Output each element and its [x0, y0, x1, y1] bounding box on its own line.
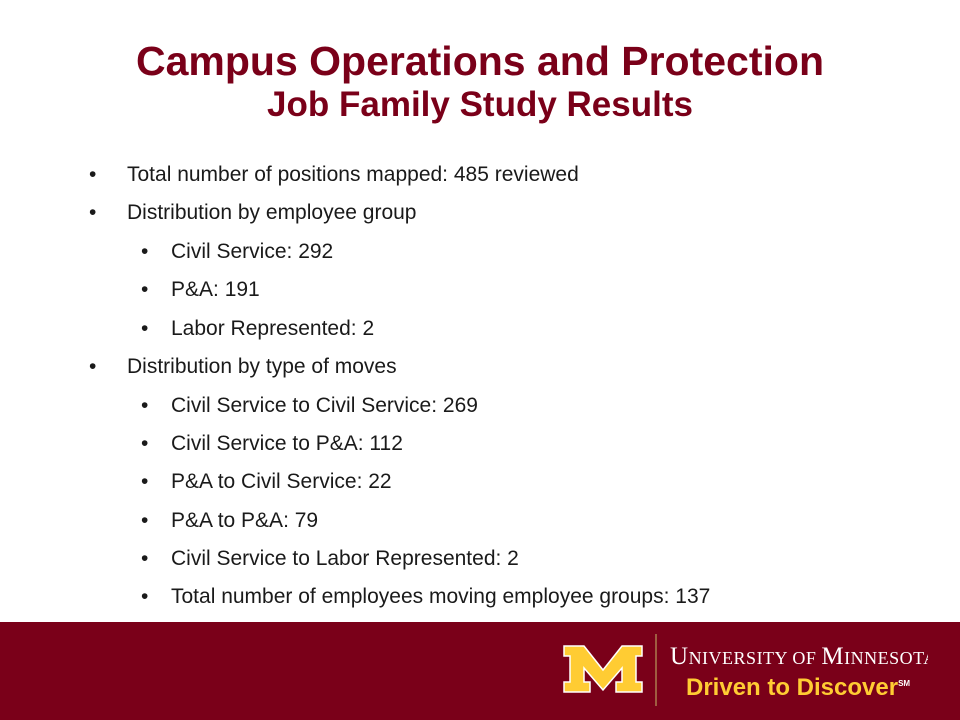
- sub-bullet-item: [141, 509, 319, 532]
- bullet-text: Civil Service to P&A: 112: [171, 432, 403, 455]
- bullet-dot-icon: •: [141, 509, 149, 532]
- bullet-text: Labor Represented: 2: [171, 317, 375, 340]
- bullet-item: [89, 201, 417, 224]
- bullet-dot-icon: •: [141, 432, 149, 455]
- bullet-dot-icon: •: [141, 240, 149, 263]
- bullet-text: P&A: 191: [171, 278, 260, 301]
- bullet-text: P&A to P&A: 79: [171, 509, 319, 532]
- bullet-dot-icon: •: [141, 394, 149, 417]
- sub-bullet-item: [141, 585, 711, 608]
- bullet-dot-icon: •: [141, 470, 149, 493]
- bullet-item: [89, 355, 397, 378]
- title-subtitle: Job Family Study Results: [267, 85, 693, 125]
- bullet-text: Civil Service: 292: [171, 240, 334, 263]
- sub-bullet-item: [141, 317, 375, 340]
- bullet-text: Total number of employees moving employee groups: 137: [171, 585, 711, 608]
- university-m-logo-icon: [562, 644, 644, 694]
- sub-bullet-item: [141, 547, 519, 570]
- sub-bullet-item: [141, 240, 334, 263]
- sub-bullet-item: [141, 470, 392, 493]
- sub-bullet-item: [141, 394, 478, 417]
- bullet-text: Civil Service to Civil Service: 269: [171, 394, 478, 417]
- bullet-dot-icon: •: [141, 547, 149, 570]
- bullet-text: Distribution by type of moves: [127, 355, 397, 378]
- bullet-dot-icon: •: [141, 278, 149, 301]
- logo-divider: [655, 634, 657, 706]
- footer-banner: [0, 622, 960, 720]
- sub-bullet-item: [141, 432, 403, 455]
- bullet-text: Total number of positions mapped: 485 reviewed: [127, 163, 579, 186]
- bullet-dot-icon: •: [141, 585, 149, 608]
- tagline-text: Driven to Discover: [686, 674, 899, 701]
- university-wordmark-text: [670, 642, 928, 670]
- university-wordmark: [670, 642, 928, 676]
- bullet-item: [89, 163, 579, 186]
- bullet-dot-icon: •: [89, 201, 97, 224]
- svg-text:UNIVERSITY OF MINNESOTA: UNIVERSITY OF MINNESOTA: [670, 643, 928, 670]
- sub-bullet-item: [141, 278, 260, 301]
- tagline: [686, 674, 910, 702]
- bullet-dot-icon: •: [89, 163, 97, 186]
- bullet-text: Civil Service to Labor Represented: 2: [171, 547, 519, 570]
- title-main: Campus Operations and Protection: [136, 38, 824, 84]
- service-mark: SM: [898, 679, 911, 688]
- bullet-dot-icon: •: [89, 355, 97, 378]
- bullet-text: P&A to Civil Service: 22: [171, 470, 392, 493]
- bullet-text: Distribution by employee group: [127, 201, 417, 224]
- bullet-dot-icon: •: [141, 317, 149, 340]
